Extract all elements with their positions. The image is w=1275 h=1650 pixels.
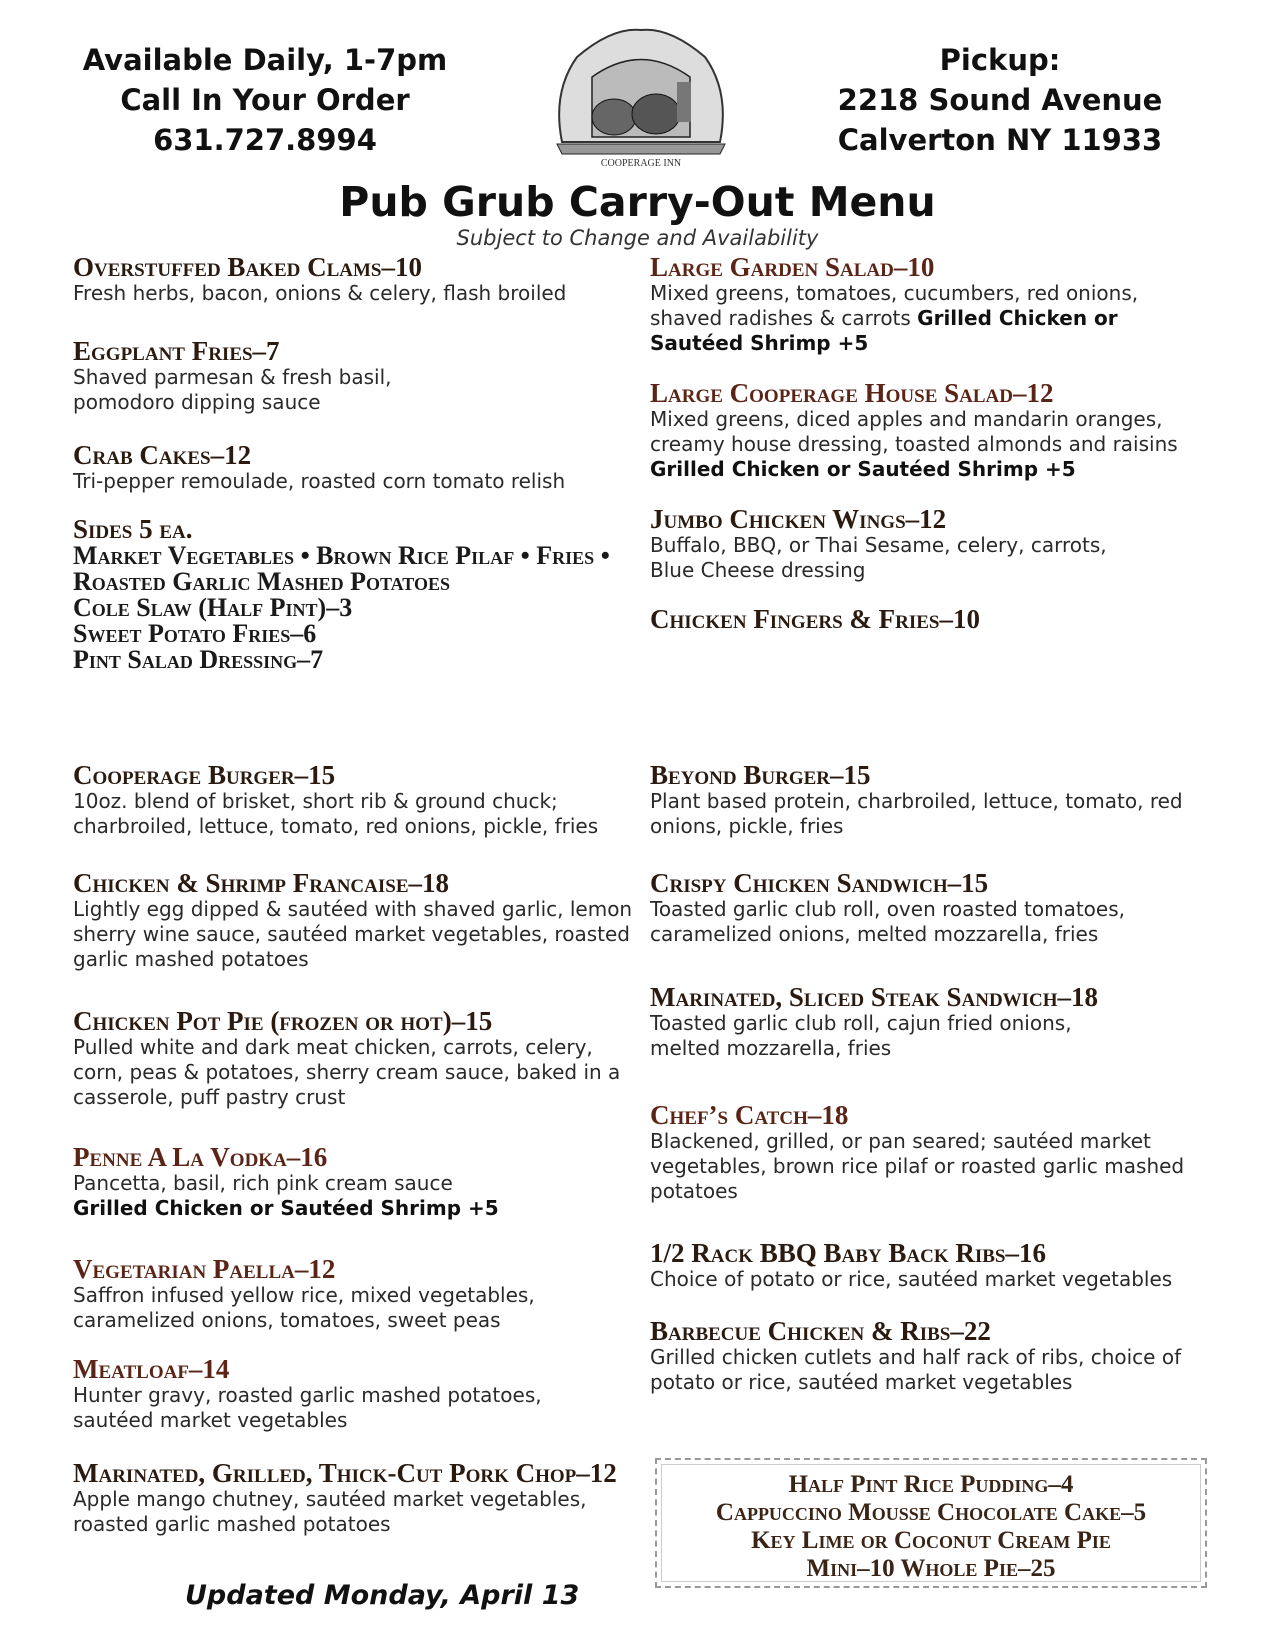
address-street: 2218 Sound Avenue xyxy=(837,83,1163,117)
item-desc: sherry wine sauce, sautéed market vegetables, roasted xyxy=(73,922,630,946)
menu-item xyxy=(73,1356,633,1433)
item-desc: Blue Cheese dressing xyxy=(650,558,866,582)
menu-item xyxy=(650,380,1210,482)
item-name: Large Garden Salad–10 xyxy=(650,252,935,282)
menu-item xyxy=(73,870,633,972)
item-desc: pomodoro dipping sauce xyxy=(73,390,321,414)
updated-date: Updated Monday, April 13 xyxy=(185,1580,580,1611)
item-desc: corn, peas & potatoes, sherry cream sauce, baked in a xyxy=(73,1060,621,1084)
item-desc: Saffron infused yellow rice, mixed vegetables, xyxy=(73,1283,535,1307)
item-desc: Toasted garlic club roll, cajun fried onions, xyxy=(650,1011,1072,1035)
item-desc: Pulled white and dark meat chicken, carrots, celery, xyxy=(73,1035,593,1059)
item-desc: casserole, puff pastry crust xyxy=(73,1085,346,1109)
item-name: Chicken & Shrimp Francaise–18 xyxy=(73,868,449,898)
dessert-line: Mini–10 Whole Pie–25 xyxy=(806,1555,1056,1582)
menu-title: Pub Grub Carry-Out Menu xyxy=(339,178,936,226)
cooperage-logo xyxy=(552,22,730,170)
phone-number: 631.727.8994 xyxy=(153,123,377,157)
menu-item xyxy=(650,984,1210,1061)
menu-item xyxy=(650,762,1210,839)
hours-text: Available Daily, 1-7pm xyxy=(82,43,448,77)
item-name: Meatloaf–14 xyxy=(73,1354,230,1384)
item-addon: Grilled Chicken or Sautéed Shrimp +5 xyxy=(73,1196,499,1220)
menu-item xyxy=(650,1102,1210,1204)
item-desc: roasted garlic mashed potatoes xyxy=(73,1512,391,1536)
item-desc: Apple mango chutney, sautéed market vegetables, xyxy=(73,1487,587,1511)
sides-section xyxy=(73,516,633,673)
pickup-label: Pickup: xyxy=(939,43,1061,77)
item-desc: Buffalo, BBQ, or Thai Sesame, celery, carrots, xyxy=(650,533,1107,557)
logo-caption: COOPERAGE INN xyxy=(600,158,682,169)
dessert-list xyxy=(661,1464,1201,1582)
item-desc: Plant based protein, charbroiled, lettuce, tomato, red xyxy=(650,789,1183,813)
item-desc: Blackened, grilled, or pan seared; sautéed market xyxy=(650,1129,1151,1153)
menu-item xyxy=(73,1008,633,1110)
item-desc: Tri-pepper remoulade, roasted corn tomato relish xyxy=(73,469,566,493)
item-desc: caramelized onions, melted mozzarella, fries xyxy=(650,922,1099,946)
menu-item xyxy=(650,254,1210,356)
item-desc: Fresh herbs, bacon, onions & celery, flash broiled xyxy=(73,281,567,305)
item-name: Penne A La Vodka–16 xyxy=(73,1142,328,1172)
header-left xyxy=(55,40,475,160)
item-desc: charbroiled, lettuce, tomato, red onions, pickle, fries xyxy=(73,814,599,838)
item-desc: caramelized onions, tomatoes, sweet peas xyxy=(73,1308,501,1332)
item-desc: onions, pickle, fries xyxy=(650,814,844,838)
item-name: Jumbo Chicken Wings–12 xyxy=(650,504,947,534)
menu-item xyxy=(73,338,633,415)
item-desc: Shaved parmesan & fresh basil, xyxy=(73,365,392,389)
item-desc: vegetables, brown rice pilaf or roasted garlic mashed xyxy=(650,1154,1185,1178)
item-desc: Grilled chicken cutlets and half rack of ribs, choice of xyxy=(650,1345,1182,1369)
menu-item xyxy=(73,1144,633,1221)
item-desc: 10oz. blend of brisket, short rib & ground chuck; xyxy=(73,789,558,813)
sides-line: Market Vegetables • Brown Rice Pilaf • Fries • xyxy=(73,541,610,570)
dessert-line: Key Lime or Coconut Cream Pie xyxy=(751,1527,1111,1554)
item-addon: Grilled Chicken or Sautéed Shrimp +5 xyxy=(650,457,1076,481)
item-name: Marinated, Sliced Steak Sandwich–18 xyxy=(650,982,1099,1012)
call-text: Call In Your Order xyxy=(120,83,410,117)
menu-item xyxy=(650,1240,1210,1292)
menu-item xyxy=(73,254,633,306)
item-name: 1/2 Rack BBQ Baby Back Ribs–16 xyxy=(650,1238,1046,1268)
sides-heading: Sides 5 ea. xyxy=(73,514,193,544)
item-name: Beyond Burger–15 xyxy=(650,760,871,790)
address-city: Calverton NY 11933 xyxy=(837,123,1163,157)
item-desc: Hunter gravy, roasted garlic mashed potatoes, xyxy=(73,1383,542,1407)
item-name: Cooperage Burger–15 xyxy=(73,760,336,790)
item-name: Chicken Fingers & Fries–10 xyxy=(650,604,981,634)
item-name: Overstuffed Baked Clams–10 xyxy=(73,252,422,282)
item-desc: Mixed greens, diced apples and mandarin oranges, xyxy=(650,407,1163,431)
item-desc: potatoes xyxy=(650,1179,738,1203)
sides-line: Cole Slaw (Half Pint)–3 xyxy=(73,593,353,622)
item-desc: Pancetta, basil, rich pink cream sauce xyxy=(73,1171,453,1195)
item-name: Large Cooperage House Salad–12 xyxy=(650,378,1054,408)
menu-item xyxy=(73,1460,633,1537)
item-desc: Mixed greens, tomatoes, cucumbers, red onions, xyxy=(650,281,1139,305)
menu-item xyxy=(73,762,633,839)
menu-item xyxy=(650,606,1210,633)
item-desc: creamy house dressing, toasted almonds and raisins xyxy=(650,432,1178,456)
item-name: Eggplant Fries–7 xyxy=(73,336,280,366)
item-name: Marinated, Grilled, Thick-Cut Pork Chop–12 xyxy=(73,1458,617,1488)
menu-item xyxy=(73,1256,633,1333)
menu-item xyxy=(650,506,1210,583)
item-name: Vegetarian Paella–12 xyxy=(73,1254,336,1284)
item-desc: Toasted garlic club roll, oven roasted tomatoes, xyxy=(650,897,1125,921)
menu-item xyxy=(73,442,633,494)
item-desc: Choice of potato or rice, sautéed market vegetables xyxy=(650,1267,1173,1291)
sides-line: Sweet Potato Fries–6 xyxy=(73,619,317,648)
dessert-box xyxy=(655,1458,1207,1588)
menu-subtitle: Subject to Change and Availability xyxy=(456,226,819,250)
dessert-line: Cappuccino Mousse Chocolate Cake–5 xyxy=(715,1499,1147,1526)
dessert-line: Half Pint Rice Pudding–4 xyxy=(788,1471,1074,1498)
item-name: Crab Cakes–12 xyxy=(73,440,252,470)
sides-line: Pint Salad Dressing–7 xyxy=(73,645,324,674)
item-desc: melted mozzarella, fries xyxy=(650,1036,892,1060)
item-addon: Grilled Chicken or Sautéed Shrimp +5 xyxy=(650,306,1118,355)
item-name: Chicken Pot Pie (frozen or hot)–15 xyxy=(73,1006,493,1036)
item-desc: potato or rice, sautéed market vegetables xyxy=(650,1370,1073,1394)
item-desc: shaved radishes & carrots xyxy=(650,306,918,330)
item-name: Barbecue Chicken & Ribs–22 xyxy=(650,1316,991,1346)
sides-line: Roasted Garlic Mashed Potatoes xyxy=(73,567,450,596)
menu-item xyxy=(650,870,1210,947)
item-desc: Lightly egg dipped & sautéed with shaved garlic, lemon xyxy=(73,897,633,921)
item-desc: sautéed market vegetables xyxy=(73,1408,348,1432)
header-right xyxy=(790,40,1210,160)
item-name: Chef’s Catch–18 xyxy=(650,1100,849,1130)
menu-item xyxy=(650,1318,1210,1395)
item-desc: garlic mashed potatoes xyxy=(73,947,309,971)
item-name: Crispy Chicken Sandwich–15 xyxy=(650,868,989,898)
